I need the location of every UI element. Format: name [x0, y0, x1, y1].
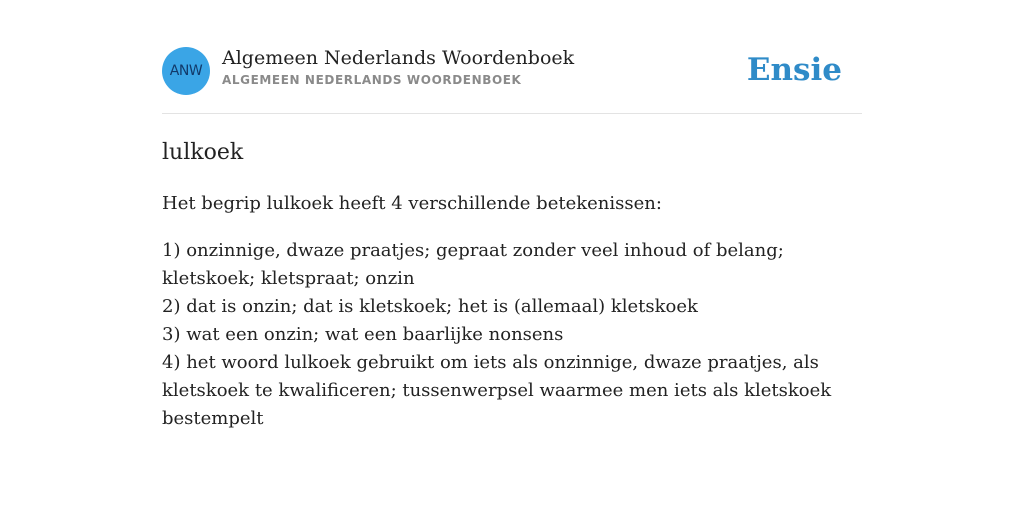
header [162, 46, 862, 114]
source-avatar[interactable] [162, 47, 210, 95]
source-info [222, 46, 574, 87]
source-subtitle: ALGEMEEN NEDERLANDS WOORDENBOEK [222, 73, 522, 87]
page-title: lulkoek [162, 140, 244, 165]
entry-intro: Het begrip lulkoek heeft 4 verschillende betekenissen: [162, 193, 662, 214]
source-title[interactable]: Algemeen Nederlands Woordenboek [222, 47, 575, 69]
meaning-item: 4) het woord lulkoek gebruikt om iets als onzinnige, dwaze praatjes, als kletskoek te kwalificeren; tussenwerpsel waarmee men iets als kletskoek bestempelt [162, 352, 832, 429]
meaning-item: 2) dat is onzin; dat is kletskoek; het is (allemaal) kletskoek [162, 296, 698, 317]
meanings-list [162, 237, 862, 433]
meaning-item: 1) onzinnige, dwaze praatjes; gepraat zonder veel inhoud of belang; kletskoek; kletspraat; onzin [162, 240, 784, 289]
source-avatar-label: ANW [169, 63, 203, 79]
entry-card [162, 46, 862, 433]
brand-logo[interactable]: Ensie [746, 52, 842, 88]
meaning-item: 3) wat een onzin; wat een baarlijke nonsens [162, 324, 564, 345]
